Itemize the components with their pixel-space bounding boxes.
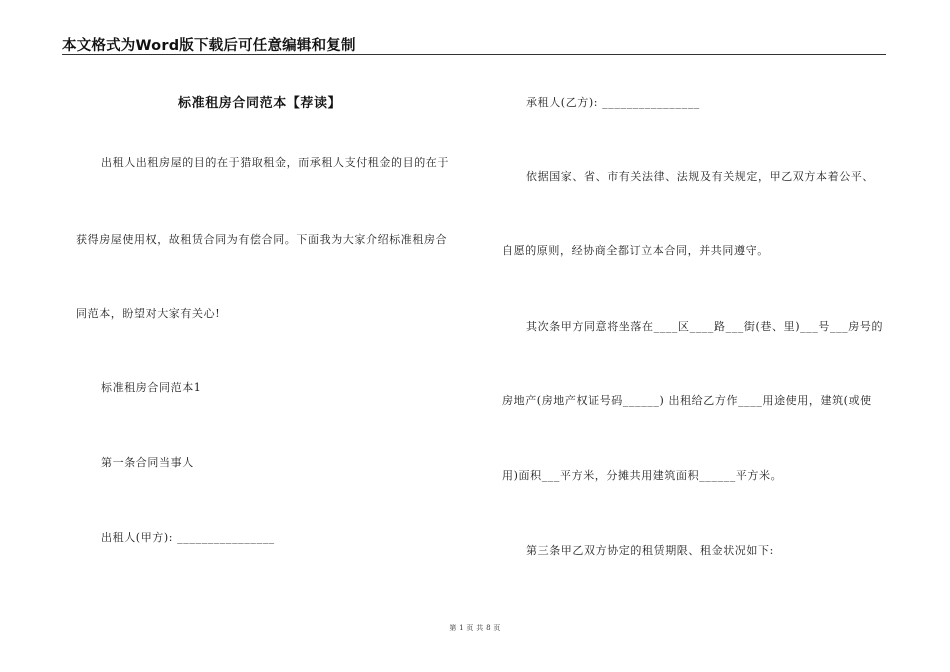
paragraph-line: 出租人出租房屋的目的在于猎取租金，而承租人支付租金的目的在于 <box>101 156 449 169</box>
paragraph-line: 自愿的原则，经协商全都订立本合同，并共同遵守。 <box>502 244 769 257</box>
page-header <box>62 34 886 56</box>
paragraph-line: 房地产(房地产权证号码______) 出租给乙方作____用途使用，建筑(或使 <box>502 394 872 407</box>
lessee-field: 承租人(乙方): ________________ <box>526 96 700 109</box>
header-text: 本文格式为Word版下载后可任意编辑和复制 <box>62 38 356 54</box>
header-divider <box>62 54 886 55</box>
section-heading: 标准租房合同范本1 <box>101 381 202 394</box>
paragraph-line: 同范本，盼望对大家有关心! <box>76 307 221 320</box>
paragraph-line: 其次条甲方同意将坐落在____区____路___街(巷、里)___号___房号的 <box>526 320 884 333</box>
paragraph-line: 依据国家、省、市有关法律、法规及有关规定，甲乙双方本着公平、 <box>526 170 874 183</box>
clause-heading: 第三条甲乙双方协定的租赁期限、租金状况如下: <box>526 544 774 557</box>
document-title: 标准租房合同范本【荐读】 <box>178 96 342 111</box>
page-number: 第 1 页 共 8 页 <box>449 624 501 632</box>
lessor-field: 出租人(甲方): ________________ <box>101 531 275 544</box>
clause-heading: 第一条合同当事人 <box>101 456 194 469</box>
paragraph-line: 获得房屋使用权，故租赁合同为有偿合同。下面我为大家介绍标准租房合 <box>76 233 448 246</box>
paragraph-line: 用)面积___平方米，分摊共用建筑面积______平方米。 <box>502 469 783 482</box>
